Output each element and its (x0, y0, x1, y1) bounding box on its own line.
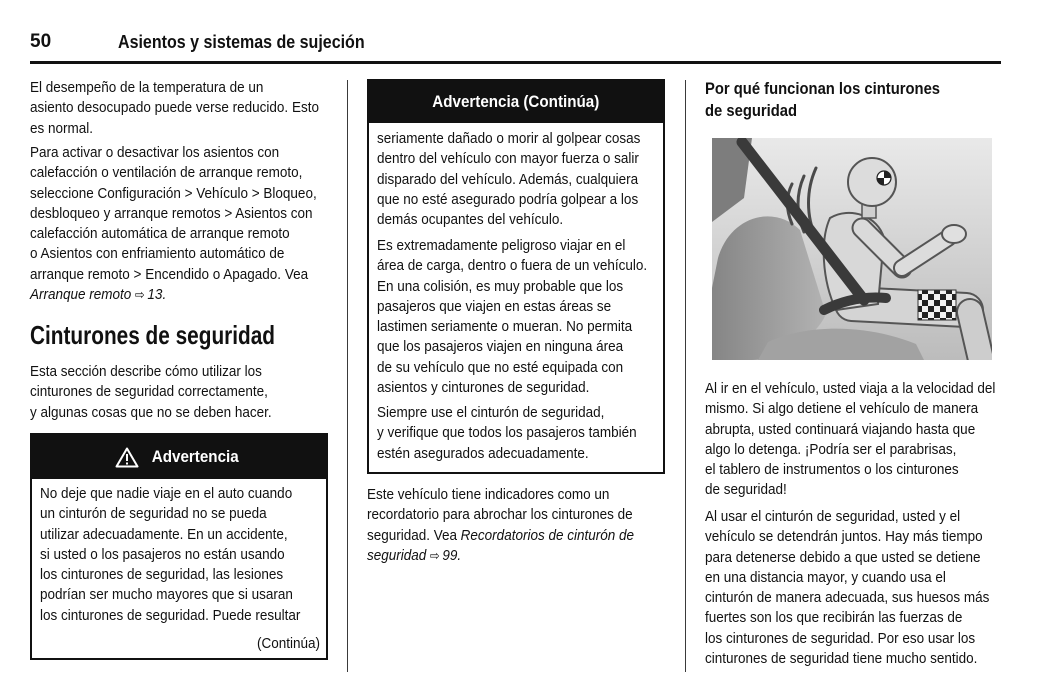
text-line: estén asegurados adecuadamente. (377, 444, 589, 462)
text-line: Al ir en el vehículo, usted viaja a la velocidad del (705, 380, 996, 397)
header-rule (30, 61, 1001, 64)
seatbelt-illustration (712, 138, 992, 360)
lower-leg (970, 312, 982, 360)
section-title: Asientos y sistemas de sujeción (118, 32, 365, 52)
text-line: de su vehículo que no esté equipada con (377, 358, 624, 376)
text-line: No deje que nadie viaje en el auto cuando (40, 485, 293, 502)
text-line: cinturones de seguridad tiene mucho sentido. (705, 650, 978, 668)
text-line: dentro del vehículo con mayor fuerza o salir (377, 150, 639, 168)
warning-continued-title: Advertencia (Continúa) (432, 92, 600, 111)
text-line: o Asientos con enfriamiento automático de (30, 245, 285, 263)
text-line: que no esté asegurado podría golpear a los (377, 190, 639, 208)
paragraph-why-belts-1 (705, 379, 1001, 501)
text-line (30, 285, 166, 306)
text-line: y verifique que todos los pasajeros también (377, 424, 637, 442)
warning-body (40, 484, 320, 626)
text-line: algo lo detenga. ¡Podría ser el parabrisas, (705, 440, 957, 458)
text-line: Este vehículo tiene indicadores como un (367, 486, 610, 503)
text-line: el tablero de instrumentos o los cinturones (705, 461, 959, 479)
warning-icon (115, 447, 139, 468)
text-line: y algunas cosas que no se deben hacer. (30, 403, 272, 421)
text-line: fuertes son los que recibirán las fuerzas de (705, 609, 963, 627)
checkered-target-patch (918, 290, 956, 320)
text-line: seriamente dañado o morir al golpear cosas (377, 130, 641, 147)
column-divider (685, 80, 686, 672)
warning-title: Advertencia (152, 447, 239, 466)
heading-line: Por qué funcionan los cinturones (705, 79, 941, 98)
page-reference-arrow-icon: ⇨ (429, 548, 440, 564)
text-line: Siempre use el cinturón de seguridad, (377, 404, 605, 421)
warning-paragraph (377, 129, 657, 230)
text-line: en una distancia mayor, y cuando usa el (705, 568, 946, 586)
text-line: abrupta, usted continuará viajando hasta que (705, 420, 976, 438)
paragraph-seat-temperature (30, 78, 330, 139)
crash-test-illustration (712, 138, 992, 360)
warning-paragraph (377, 236, 657, 398)
text-line: los cinturones de seguridad. Puede resultar (40, 606, 301, 624)
text-line: mismo. Si algo detiene el vehículo de manera (705, 400, 979, 418)
paragraph-why-belts-2 (705, 507, 1001, 669)
text-line (367, 546, 461, 567)
text-line: En una colisión, es muy probable que los (377, 277, 624, 295)
text-line: recordatorio para abrochar los cinturones de (367, 506, 633, 524)
text-line: podrían ser mucho mayores que si usaran (40, 586, 293, 604)
page-reference-arrow-icon: ⇨ (134, 288, 145, 304)
text-line: Para activar o desactivar los asientos con (30, 144, 280, 161)
text-line: los cinturones de seguridad. Por eso usar los (705, 629, 976, 647)
text-line: desbloqueo y arranque remotos > Asientos con (30, 204, 313, 222)
text-line: Al usar el cinturón de seguridad, usted y el (705, 508, 961, 525)
section-heading: Cinturones de seguridad (30, 320, 276, 350)
text-line: cinturón de manera adecuada, sus huesos más (705, 589, 990, 607)
text-line: los cinturones de seguridad, las lesiones (40, 566, 284, 584)
paragraph-section-intro (30, 362, 330, 423)
text-line: El desempeño de la temperatura de un (30, 79, 264, 96)
column-divider (347, 80, 348, 672)
warning-continued-box (367, 79, 665, 474)
cross-reference-link[interactable]: Arranque remoto (30, 286, 132, 304)
text-line: cinturones de seguridad correctamente, (30, 383, 268, 401)
text-line: vehículo se detendrán juntos. Hay más tiempo (705, 528, 983, 546)
text-line: asiento desocupado puede verse reducido. Esto (30, 99, 319, 117)
paragraph-belt-reminder (367, 485, 665, 567)
text-line: arranque remoto > Encendido o Apagado. Vea (30, 265, 309, 283)
text-line: utilizar adecuadamente. En un accidente, (40, 525, 288, 543)
warning-paragraph (377, 403, 657, 464)
page-number: 50 (30, 31, 52, 52)
text-line: disparado del vehículo. Además, cualquiera (377, 170, 639, 188)
heading-line: de seguridad (705, 101, 798, 120)
warning-header (32, 435, 326, 479)
page-reference[interactable]: 13. (147, 286, 167, 304)
text-line: asientos y cinturones de seguridad. (377, 379, 590, 397)
cross-reference-link[interactable]: seguridad (367, 546, 427, 564)
text-line: demás ocupantes del vehículo. (377, 211, 564, 229)
text-line: Esta sección describe cómo utilizar los (30, 363, 262, 380)
text-line: pasajeros que viajen en estas áreas se (377, 297, 612, 315)
text-line: que los pasajeros viajen en ninguna área (377, 338, 624, 356)
dummy-hands (942, 225, 966, 243)
subsection-heading (705, 78, 975, 122)
text-line: lastimen seriamente o mueran. No permita (377, 318, 633, 336)
text-line: área de carga, dentro o fuera de un vehículo. (377, 257, 648, 275)
text-line (367, 526, 634, 546)
text-line: calefacción automática de arranque remoto (30, 225, 290, 243)
text-line: Es extremadamente peligroso viajar en el (377, 237, 626, 254)
text-line: seleccione Configuración > Vehículo > Bloqueo, (30, 184, 317, 202)
cross-reference-link[interactable]: Recordatorios de cinturón de (460, 526, 635, 544)
warning-box (30, 433, 328, 660)
text-line: calefacción o ventilación de arranque remoto, (30, 164, 303, 182)
paragraph-remote-start-seats (30, 143, 330, 306)
page-reference[interactable]: 99. (442, 546, 462, 564)
warning-continued-header (369, 81, 663, 123)
text-line: si usted o los pasajeros no están usando (40, 545, 285, 563)
text-line: de seguridad! (705, 481, 787, 499)
text-fragment: seguridad. Vea (367, 526, 458, 544)
text-line: es normal. (30, 119, 94, 137)
text-line: un cinturón de seguridad no se pueda (40, 505, 267, 523)
text-line: para detenerse debido a que usted se detiene (705, 548, 981, 566)
continued-label: (Continúa) (256, 635, 320, 652)
